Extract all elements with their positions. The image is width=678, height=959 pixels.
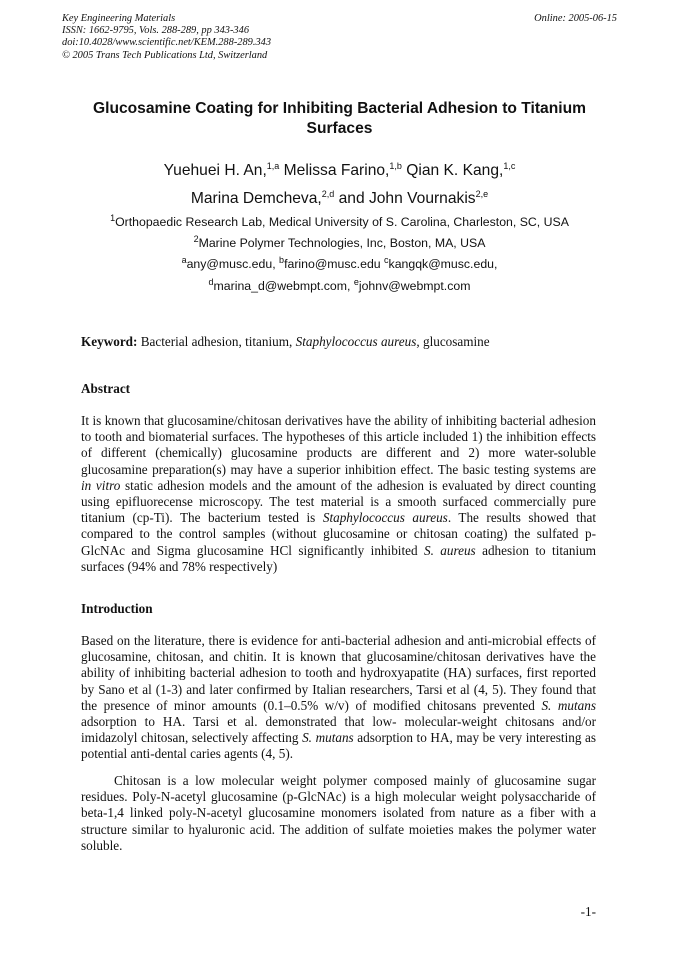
author-name: Qian K. Kang, [406, 162, 504, 179]
author-affil-sup: 2,d [321, 188, 335, 199]
author-affil-sup: 1,b [389, 160, 402, 171]
copyright-line: © 2005 Trans Tech Publications Ltd, Switzerland [62, 49, 268, 61]
author-affil-sup: 1,a [266, 160, 280, 171]
author-line-2 [62, 185, 617, 213]
introduction-paragraph-2: Chitosan is a low molecular weight polymer composed mainly of glucosamine sugar residues. Poly-N-acetyl glucosamine (p-GlcNAc) is a high molecular weight polysaccharide of beta-1,4 linked poly-N-acetyl glucosamine monomers isolated from nature as a fiber with a structure similar to hyaluronic acid. The addition of sulfate moieties makes the polymer water soluble. [81, 773, 596, 853]
paper-title [62, 99, 617, 139]
author-name: Yuehuei H. An, [163, 162, 267, 179]
email-link[interactable]: johnv@webmpt.com [358, 278, 471, 293]
author-name: Marina Demcheva, [190, 190, 322, 207]
title-line-2: Surfaces [306, 120, 373, 137]
introduction-paragraph-1: Based on the literature, there is evidence for anti-bacterial adhesion and anti-microbial effects of glucosamine, chitosan, and chitin. It is known that glucosamine/chitosan derivatives have the ability of inhibiting bacterial adhesion to tooth and hydroxyapatite (HA) surfaces, first reported by Sano et al (1-3) and later confirmed by Italian researchers, Tarsi et al (4, 5). They found that the presence of minor amounts (0.1–0.5% w/v) of modified chitosans prevented S. mutans adsorption to HA. Tarsi et al. demonstrated that low- molecular-weight chitosans and/or imidazolyl chitosan, selectively affecting S. mutans adsorption to HA, may be very interesting as potential anti-dental caries agents (4, 5). [81, 633, 597, 762]
author-list [62, 157, 617, 213]
email-link[interactable]: kangqk@musc.edu, [388, 257, 498, 272]
title-line-1: Glucosamine Coating for Inhibiting Bacterial Adhesion to Titanium [93, 100, 586, 117]
affiliations [62, 212, 617, 297]
author-affil-sup: 1,c [503, 160, 516, 171]
email-link[interactable]: any@musc.edu, [186, 257, 276, 272]
keywords-label: Keyword: [81, 334, 138, 349]
introduction-heading: Introduction [81, 601, 153, 616]
page-number: -1- [580, 904, 596, 919]
doi-line: doi:10.4028/www.scientific.net/KEM.288-289.343 [62, 37, 272, 49]
abstract-heading: Abstract [81, 381, 131, 396]
page-header [62, 13, 617, 62]
emails-line-2: $^d$marina_d@webmpt.com, $^e$johnv@webmpt.com [208, 276, 471, 293]
email-link[interactable]: farino@musc.edu [284, 257, 381, 272]
author-line-1 [62, 157, 617, 185]
author-name: and John Vournakis [338, 190, 476, 207]
issn-line: ISSN: 1662-9795, Vols. 288-289, pp 343-346 [62, 25, 250, 37]
affiliation-2: $^2$Marine Polymer Technologies, Inc, Boston, MA, USA [193, 234, 486, 251]
online-date: Online: 2005-06-15 [534, 13, 617, 24]
affiliation-1: $^1$Orthopaedic Research Lab, Medical University of S. Carolina, Charleston, SC, USA [110, 212, 569, 229]
author-name: Melissa Farino, [283, 162, 390, 179]
abstract-paragraph: It is known that glucosamine/chitosan derivatives have the ability of inhibiting bacterial adhesion to tooth and biomaterial surfaces. The hypotheses of this article included 1) the inhibition effects of different (chemically) glucosamine products are different and 2) more water-soluble glucosamine preparation(s) may have a superior inhibition effect. The basic testing systems are in vitro static adhesion models and the amount of the adhesion is evaluated by direct counting using epifluorecense microscopy. The test material is a smooth surfaced commercially pure titanium (cp-Ti). The bacterium tested is Staphylococcus aureus. The results showed that compared to the control samples (without glucosamine or chitosan coating) the sulfated p-GlcNAc and Sigma glucosamine HCl significantly inhibited S. aureus adhesion to titanium surfaces (94% and 78% respectively) [81, 413, 596, 574]
emails-line-1: $^a$any@musc.edu, $^b$farino@musc.edu $^c$kangqk@musc.edu, [181, 255, 498, 272]
author-affil-sup: 2,e [475, 188, 489, 199]
journal-name: Key Engineering Materials [62, 13, 176, 24]
keywords: Keyword: Bacterial adhesion, titanium, Staphylococcus aureus, glucosamine [81, 334, 490, 349]
email-link[interactable]: marina_d@webmpt.com, [213, 278, 351, 293]
